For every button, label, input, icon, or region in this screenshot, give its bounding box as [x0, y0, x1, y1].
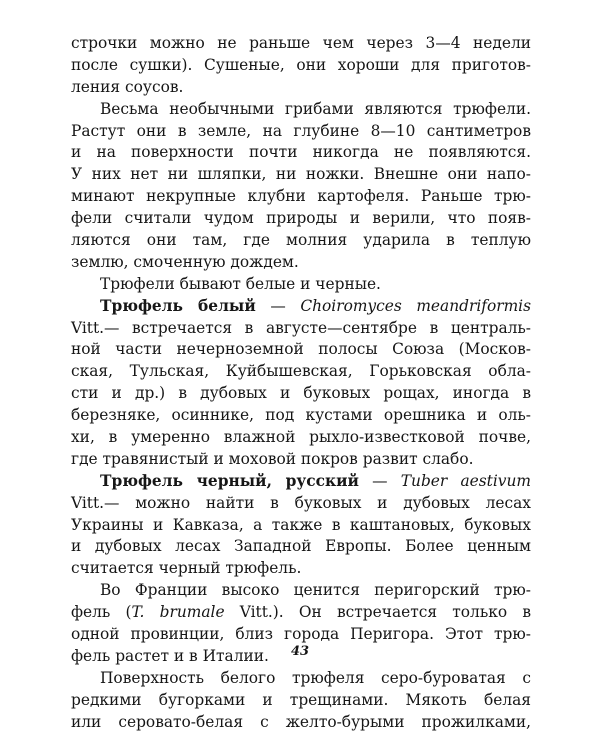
species-heading-line: Трюфель черный, русский — Tuber aestivum — [100, 471, 531, 490]
text-line: Vitt.— можно найти в буковых и дубовых лесах — [71, 493, 531, 512]
text-line: или серовато-белая с желто-бурыми прожилками, — [71, 712, 531, 731]
paragraph-start-line: Весьма необычными грибами являются трюфели. — [100, 99, 531, 118]
text-line: У них нет ни шляпки, ни ножки. Внешне они напо- — [71, 165, 531, 184]
text-line: фель растет и в Италии. — [71, 646, 269, 665]
latin-name: T. brumale — [131, 603, 225, 622]
text-line: ляются они там, где молния ударила в теплую — [71, 231, 531, 250]
page-number: 43 — [290, 644, 310, 659]
text-line: строчки можно не раньше чем через 3—4 недели — [71, 34, 531, 52]
species-name-black-truffle: Трюфель черный, русский — [100, 471, 359, 490]
text-line: минают некрупные клубни картофеля. Раньше трю- — [71, 187, 531, 206]
text-line: березняке, осиннике, под кустами орешника и оль- — [71, 406, 531, 425]
text-line: одной провинции, близ города Перигора. Этот трю- — [71, 625, 531, 644]
latin-name: Tuber aestivum — [400, 471, 531, 490]
text-line: и дубовых лесах Западной Европы. Более ценным — [71, 537, 531, 556]
text-line: Vitt.— встречается в августе—сентябре в централь- — [71, 318, 531, 337]
text-line: и на поверхности почти никогда не появляются. — [71, 143, 531, 162]
text-line: ская, Тульская, Куйбышевская, Горьковская обла- — [71, 362, 531, 381]
paragraph-start-line: Поверхность белого трюфеля серо-буроватая с — [100, 668, 531, 687]
species-heading-line: Трюфель белый — Choiromyces meandriformis — [100, 296, 531, 315]
text-line: ной части нечерноземной полосы Союза (Москов- — [71, 340, 531, 359]
text-line: землю, смоченную дождем. — [71, 252, 299, 271]
page-text — [71, 33, 531, 734]
species-name-white-truffle: Трюфель белый — [100, 296, 256, 315]
text-line: ления соусов. — [71, 77, 184, 96]
text-line: фель (T. brumale Vitt.). Он встречается только в — [71, 603, 531, 622]
text-line: Украины и Кавказа, а также в каштановых, буковых — [71, 515, 531, 534]
paragraph-start-line: Трюфели бывают белые и черные. — [100, 274, 381, 293]
text-line: редкими бугорками и трещинами. Мякоть белая — [71, 690, 531, 709]
text-line: Растут они в земле, на глубине 8—10 сантиметров — [71, 121, 531, 140]
latin-name: Choiromyces meandriformis — [300, 296, 531, 315]
text-line: фели считали чудом природы и верили, что появ- — [71, 209, 531, 228]
text-line: где травянистый и моховой покров развит слабо. — [71, 449, 474, 468]
text-line: считается черный трюфель. — [71, 559, 302, 578]
text-line: после сушки). Сушеные, они хороши для приготов- — [71, 55, 531, 74]
text-line: хи, в умеренно влажной рыхло-известковой почве, — [71, 428, 531, 447]
text-line: сти и др.) в дубовых и буковых рощах, иногда в — [71, 384, 531, 403]
paragraph-start-line: Во Франции высоко ценится перигорский трю- — [100, 581, 531, 600]
